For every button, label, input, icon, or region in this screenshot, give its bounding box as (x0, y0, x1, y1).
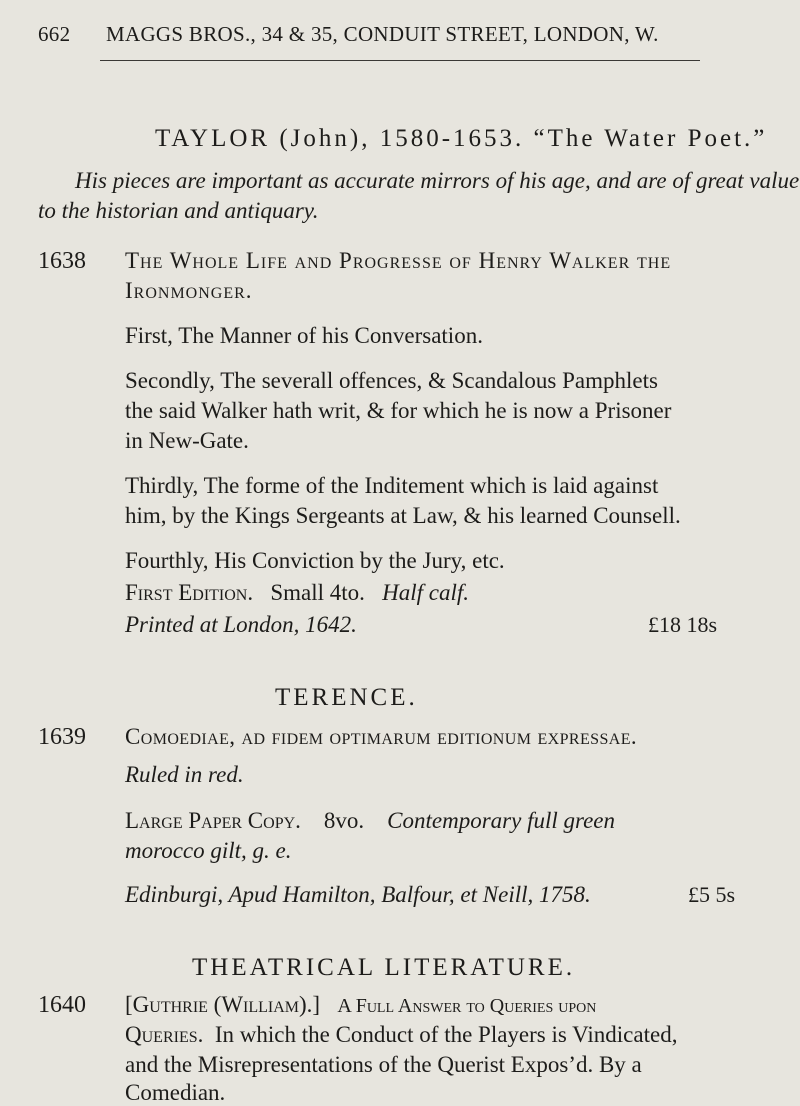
binding-label: Half calf. (382, 580, 470, 605)
lot-1639-ruled: Ruled in red. (125, 762, 244, 787)
author-note-line2: to the historian and antiquary. (38, 198, 319, 223)
lot-1638-second-line2: the said Walker hath writ, & for which he is now a Prisoner (125, 398, 672, 423)
lot-1639-title: Comoediae, ad fidem optimarum editionum expressae. (125, 724, 638, 749)
author-label: [Guthrie (William).] (125, 992, 321, 1017)
lot-number-1638: 1638 (38, 248, 86, 274)
lot-1638-fourth: Fourthly, His Conviction by the Jury, etc. (125, 548, 505, 573)
binding-label: Contemporary full green (387, 808, 615, 833)
author-heading: TAYLOR (John), 1580-1653. “The Water Poet.” (155, 125, 768, 152)
lot-number-1639: 1639 (38, 724, 86, 750)
title-label: A Full Answer to Queries upon (337, 995, 597, 1017)
lot-1640-title-line3: and the Misrepresentations of the Querist Expos’d. By a (125, 1052, 642, 1077)
lot-1638-first: First, The Manner of his Conversation. (125, 323, 483, 348)
lot-number-1640: 1640 (38, 992, 86, 1018)
theatrical-heading: THEATRICAL LITERATURE. (192, 954, 576, 981)
lot-1638-imprint: Printed at London, 1642. (125, 612, 357, 637)
lot-1638-third-line1: Thirdly, The forme of the Inditement which is laid against (125, 473, 659, 498)
running-title: MAGGS BROS., 34 & 35, CONDUIT STREET, LONDON, W. (106, 22, 659, 46)
title-continuation: In which the Conduct of the Players is Vindicated, (214, 1022, 678, 1047)
lot-1638-third-line2: him, by the Kings Sergeants at Law, & his learned Counsell. (125, 503, 681, 528)
author-note-line1: His pieces are important as accurate mirrors of his age, and are of great value (75, 168, 800, 193)
edition-label: First Edition. (125, 580, 254, 605)
paper-label: Large Paper Copy. (125, 808, 301, 833)
lot-1640-title-line4: Comedian. (125, 1080, 226, 1105)
lot-1638-description (125, 580, 469, 606)
running-header (38, 22, 788, 47)
lot-1640-title-line1 (125, 992, 596, 1018)
format-label: Small 4to. (270, 580, 365, 605)
lot-1639-imprint: Edinburgi, Apud Hamilton, Balfour, et Neill, 1758. (125, 882, 591, 907)
page-number: 662 (38, 22, 71, 46)
header-rule (100, 60, 700, 61)
lot-1638-price: £18 18s (648, 612, 718, 637)
lot-1638-second-line3: in New-Gate. (125, 428, 249, 453)
terence-heading: TERENCE. (275, 684, 418, 711)
title-label-2: Queries. (125, 1022, 204, 1047)
lot-1638-title-line1: The Whole Life and Progresse of Henry Walker the (125, 248, 672, 273)
lot-1639-description (125, 808, 615, 834)
lot-1639-price: £5 5s (688, 882, 736, 907)
lot-1638-second-line1: Secondly, The severall offences, & Scandalous Pamphlets (125, 368, 658, 393)
lot-1640-title-line2 (125, 1022, 677, 1048)
lot-1639-binding-line2: morocco gilt, g. e. (125, 838, 292, 863)
lot-1638-title-line2: Ironmonger. (125, 278, 253, 303)
format-label: 8vo. (323, 808, 365, 833)
